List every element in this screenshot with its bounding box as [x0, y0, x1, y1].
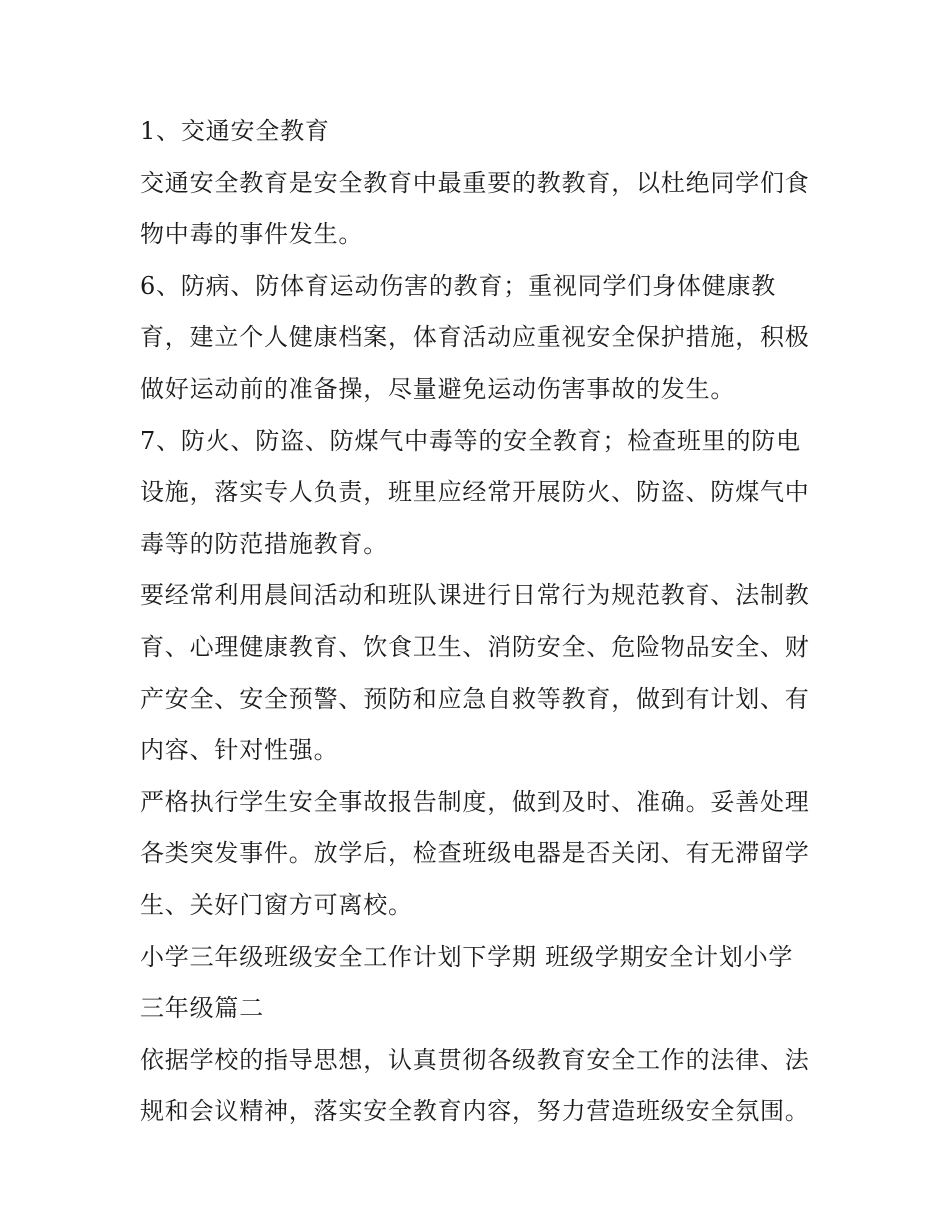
text-line: 做好运动前的准备操，尽量避免运动伤害事故的发生。: [140, 374, 736, 403]
text-line: 产安全、安全预警、预防和应急自救等教育，做到有计划、有: [140, 684, 810, 713]
text-line: 育、心理健康教育、饮食卫生、消防安全、危险物品安全、财: [140, 632, 810, 661]
text-line: 依据学校的指导思想，认真贯彻各级教育安全工作的法律、法: [140, 1045, 810, 1074]
document-body: [140, 109, 820, 1141]
text-line: 设施，落实专人负责，班里应经常开展防火、防盗、防煤气中: [140, 478, 810, 507]
text-line: 各类突发事件。放学后，检查班级电器是否关闭、有无滞留学: [140, 839, 810, 868]
section-title-line: 三年级篇二: [140, 994, 264, 1023]
text-line: 规和会议精神，落实安全教育内容，努力营造班级安全氛围。: [140, 1097, 810, 1126]
text-line: 生、关好门窗方可离校。: [140, 890, 413, 919]
text-line: 育，建立个人健康档案，体育活动应重视安全保护措施，积极: [140, 323, 810, 352]
heading-traffic-safety: 1、交通安全教育: [140, 117, 330, 145]
text-line: 内容、针对性强。: [140, 736, 339, 765]
text-line: 交通安全教育是安全教育中最重要的教教育，以杜绝同学们食: [140, 168, 810, 197]
item-6-line: 6、防病、防体育运动伤害的教育；重视同学们身体健康教: [140, 271, 777, 300]
text-line: 毒等的防范措施教育。: [140, 529, 388, 558]
section-title-line: 小学三年级班级安全工作计划下学期 班级学期安全计划小学: [140, 942, 794, 971]
text-line: 要经常利用晨间活动和班队课进行日常行为规范教育、法制教: [140, 581, 810, 610]
text-line: 严格执行学生安全事故报告制度，做到及时、准确。妥善处理: [140, 787, 810, 816]
item-7-line: 7、防火、防盗、防煤气中毒等的安全教育；检查班里的防电: [140, 426, 801, 455]
text-line: 物中毒的事件发生。: [140, 220, 364, 249]
